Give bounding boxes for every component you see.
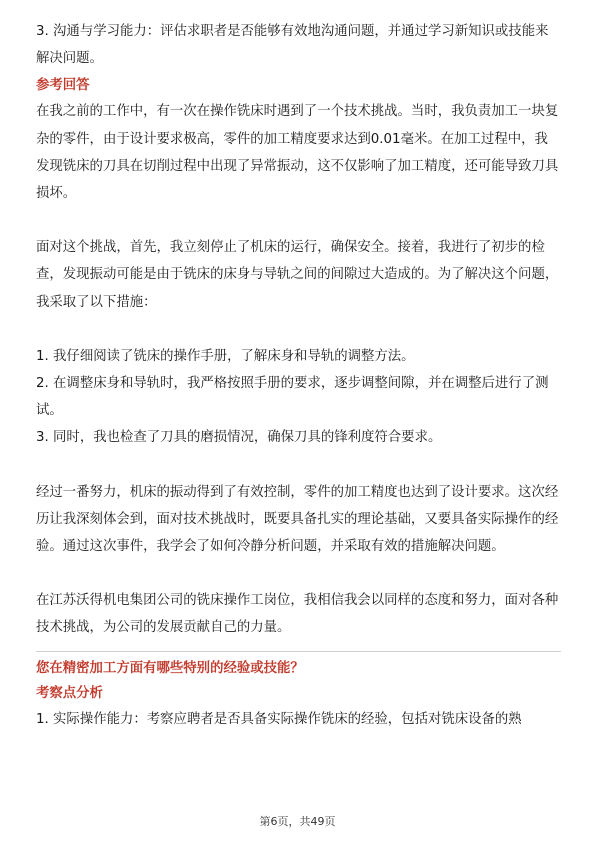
intro-item: 3. 沟通与学习能力：评估求职者是否能够有效地沟通问题，并通过学习新知识或技能来解决问题。 xyxy=(36,24,549,67)
analysis-heading: 考察点分析 xyxy=(36,685,103,701)
page-number: 第6页，共49页 xyxy=(259,815,336,828)
list-item: 3. 同时，我也检查了刀具的磨损情况，确保刀具的锋利度符合要求。 xyxy=(36,430,442,446)
answer-paragraph-3: 经过一番努力，机床的振动得到了有效控制，零件的加工精度也达到了设计要求。这次经历让我深刻体会到，面对技术挑战时，既要具备扎实的理论基础，又要具备实际操作的经验。通过这次事件，我学会了如何冷静分析问题，并采取有效的措施解决问题。 xyxy=(36,484,559,555)
answer-paragraph-2: 面对这个挑战，首先，我立刻停止了机床的运行，确保安全。接着，我进行了初步的检查，发现振动可能是由于铣床的床身与导轨之间的间隙过大造成的。为了解决这个问题，我采取了以下措施： xyxy=(36,240,559,310)
spacer xyxy=(36,207,561,234)
document-page xyxy=(36,18,561,733)
analysis-item: 1. 实际操作能力：考察应聘者是否具备实际操作铣床的经验，包括对铣床设备的熟 xyxy=(36,711,522,727)
spacer xyxy=(36,560,561,587)
answer-paragraph-4: 在江苏沃得机电集团公司的铣床操作工岗位，我相信我会以同样的态度和努力，面对各种技术挑战，为公司的发展贡献自己的力量。 xyxy=(36,593,559,636)
list-item: 2. 在调整床身和导轨时，我严格按照手册的要求，逐步调整间隙，并在调整后进行了测试。 xyxy=(36,376,549,419)
answer-heading: 参考回答 xyxy=(36,78,90,94)
next-question: 您在精密加工方面有哪些特别的经验或技能？ xyxy=(36,660,304,676)
answer-paragraph-1: 在我之前的工作中，有一次在操作铣床时遇到了一个技术挑战。当时，我负责加工一块复杂的零件，由于设计要求极高，零件的加工精度要求达到0.01毫米。在加工过程中，我发现铣床的刀具在切削过程中出现了异常振动，这不仅影响了加工精度，还可能导致刀具损坏。 xyxy=(36,104,559,202)
section-divider xyxy=(36,651,561,652)
spacer xyxy=(36,452,561,479)
list-item: 1. 我仔细阅读了铣床的操作手册，了解床身和导轨的调整方法。 xyxy=(36,348,415,364)
spacer xyxy=(36,316,561,343)
